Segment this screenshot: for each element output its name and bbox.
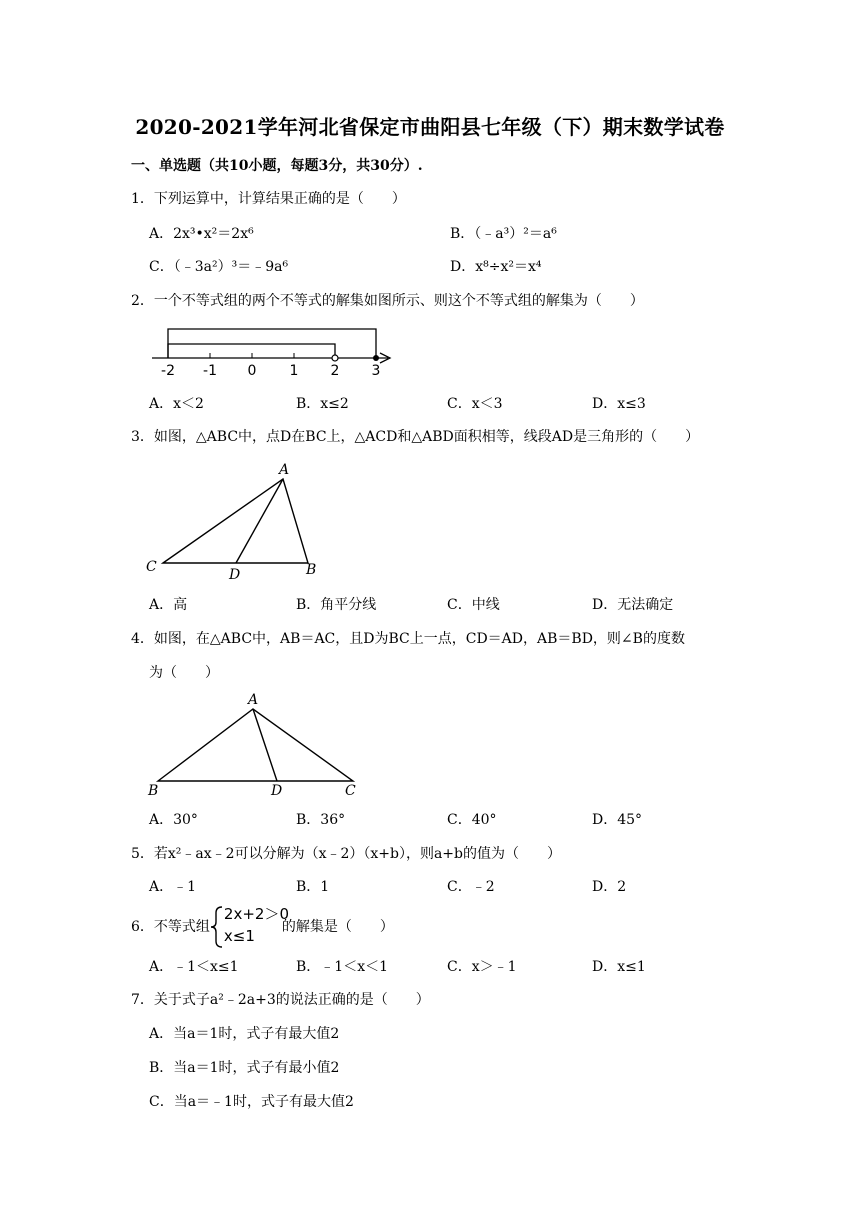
question-6-stem-pre: 6．不等式组 — [131, 919, 210, 935]
vertex-label-b: B — [306, 562, 317, 578]
question-4-option-d[interactable]: D．45° — [592, 812, 643, 828]
question-2-option-b[interactable]: B．x≤2 — [296, 396, 349, 412]
vertex-label-c: C — [146, 559, 157, 575]
question-6-stem — [131, 905, 394, 949]
question-2-option-c[interactable]: C．x＜3 — [447, 396, 503, 412]
triangle-figure-q4 — [140, 692, 370, 802]
vertex-label-a: A — [279, 462, 290, 478]
brace-icon — [210, 905, 224, 949]
tick-label: -1 — [203, 363, 217, 378]
question-5-option-c[interactable]: C．﹣2 — [447, 879, 495, 895]
question-4-stem-cont: 为（ ） — [149, 665, 219, 681]
question-3-option-b[interactable]: B．角平分线 — [296, 597, 377, 613]
question-4-option-a[interactable]: A．30° — [149, 812, 198, 828]
question-4-stem: 4．如图，在△ABC中，AB＝AC，且D为BC上一点，CD＝AD，AB＝BD，则∠B的度数 — [131, 631, 685, 647]
vertex-label-a: A — [248, 692, 259, 708]
number-line-figure — [148, 322, 400, 378]
question-6-stem-post: 的解集是（ ） — [281, 919, 394, 935]
question-3-stem: 3．如图，△ABC中，点D在BC上，△ACD和△ABD面积相等，线段AD是三角形的（ ） — [131, 429, 700, 445]
section-heading: 一、单选题（共10小题，每题3分，共30分）. — [131, 158, 423, 174]
question-2-option-d[interactable]: D．x≤3 — [592, 396, 646, 412]
question-6-option-a[interactable]: A．﹣1＜x≤1 — [149, 959, 239, 975]
question-1-option-d[interactable]: D．x⁸÷x²＝x⁴ — [450, 259, 542, 275]
page-title: 2020-2021学年河北省保定市曲阳县七年级（下）期末数学试卷 — [135, 115, 725, 139]
question-1-option-a[interactable]: A．2x³•x²＝2x⁶ — [149, 226, 254, 242]
question-3-option-d[interactable]: D．无法确定 — [592, 597, 674, 613]
tick-label: 0 — [247, 363, 257, 378]
question-1-option-c[interactable]: C．（﹣3a²）³＝﹣9a⁶ — [149, 259, 289, 275]
question-6-option-b[interactable]: B．﹣1＜x＜1 — [296, 959, 388, 975]
question-5-stem: 5．若x²﹣ax﹣2可以分解为（x﹣2）（x+b），则a+b的值为（ ） — [131, 846, 561, 862]
tick-label: -2 — [161, 363, 175, 378]
question-7-stem: 7．关于式子a²﹣2a+3的说法正确的是（ ） — [131, 992, 430, 1008]
inequality-line-2: x≤1 — [223, 927, 255, 945]
question-6-option-c[interactable]: C．x＞﹣1 — [447, 959, 517, 975]
question-5-option-a[interactable]: A．﹣1 — [149, 879, 197, 895]
question-6-option-d[interactable]: D．x≤1 — [592, 959, 646, 975]
question-2-stem: 2．一个不等式组的两个不等式的解集如图所示、则这个不等式组的解集为（ ） — [131, 293, 644, 309]
question-1-option-b[interactable]: B．（﹣a³）²＝a⁶ — [450, 226, 557, 242]
triangle-figure-q3 — [140, 458, 330, 582]
inequality-system — [210, 905, 289, 949]
question-2-option-a[interactable]: A．x＜2 — [149, 396, 204, 412]
question-3-option-a[interactable]: A．高 — [149, 597, 188, 613]
vertex-label-d: D — [271, 783, 283, 799]
question-5-option-b[interactable]: B．1 — [296, 879, 330, 895]
question-7-option-c[interactable]: C．当a＝﹣1时，式子有最大值2 — [149, 1094, 354, 1110]
question-3-option-c[interactable]: C．中线 — [447, 597, 500, 613]
tick-label: 2 — [330, 363, 340, 378]
vertex-label-b: B — [148, 783, 159, 799]
tick-label: 3 — [371, 363, 381, 378]
question-5-option-d[interactable]: D．2 — [592, 879, 627, 895]
question-1-stem: 1．下列运算中，计算结果正确的是（ ） — [131, 191, 406, 207]
tick-label: 1 — [289, 363, 299, 378]
question-7-option-a[interactable]: A．当a＝1时，式子有最大值2 — [149, 1026, 340, 1042]
question-4-option-c[interactable]: C．40° — [447, 812, 497, 828]
question-4-option-b[interactable]: B．36° — [296, 812, 346, 828]
inequality-line-1: 2x+2＞0 — [223, 905, 289, 923]
vertex-label-d: D — [229, 567, 241, 582]
question-7-option-b[interactable]: B．当a＝1时，式子有最小值2 — [149, 1060, 340, 1076]
vertex-label-c: C — [345, 783, 356, 799]
